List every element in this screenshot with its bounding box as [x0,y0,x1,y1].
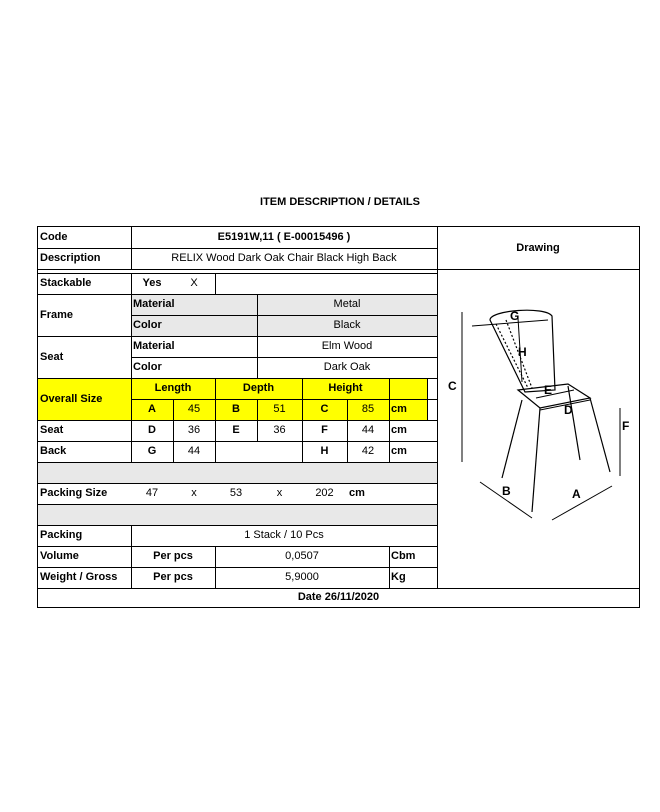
seat-label: Seat [40,350,64,363]
weight-value: 5,9000 [285,571,319,583]
stackable-value: Yes [142,277,162,289]
back-h: H [320,445,329,457]
stackable-mark: X [190,277,198,289]
volume-label: Volume [40,550,79,562]
description-value: RELIX Wood Dark Oak Chair Black High Back [171,252,397,264]
dim-label-f: F [622,419,630,433]
frame-label: Frame [40,308,74,321]
seat-e-value: 36 [273,424,286,436]
dim-label-d: D [564,403,573,417]
back-dims-label: Back [40,445,67,457]
dim-label-b: B [502,484,511,498]
weight-unit: Kg [391,571,406,583]
chair-leg-back-left [502,400,522,478]
overall-c-value: 85 [361,403,375,415]
seat-d: D [148,424,156,436]
chair-drawing [440,290,640,530]
frame-material-label: Material [133,298,175,310]
seat-material: Elm Wood [321,340,373,352]
seat-color-label: Color [133,361,162,373]
overall-b: B [232,403,240,415]
back-h-value: 42 [361,445,375,457]
seat-d-value: 36 [187,424,201,436]
height-header: Height [328,382,363,394]
seat-e: E [232,424,240,436]
volume-unit: Cbm [391,550,416,562]
length-header: Length [154,382,192,394]
packing-size-label: Packing Size [40,487,108,499]
overall-c: C [320,403,329,415]
code-label: Code [40,231,68,243]
stackable-label: Stackable [40,277,92,289]
seat-color: Dark Oak [323,361,371,373]
weight-per: Per pcs [153,571,193,583]
overall-b-value: 51 [273,403,286,415]
packing-size-unit: cm [349,487,365,499]
frame-material: Metal [333,298,361,310]
back-g: G [147,445,157,457]
seat-dims-label: Seat [40,424,64,436]
packing-value: 1 Stack / 10 Pcs [244,529,324,541]
dim-label-e: E [544,383,553,397]
page-title: ITEM DESCRIPTION / DETAILS [260,196,420,208]
overall-a: A [148,403,156,415]
seat-f: F [321,424,328,436]
depth-header: Depth [242,382,275,394]
dim-label-a: A [572,487,581,501]
packing-x-2: x [276,487,283,499]
date-footer: Date 26/11/2020 [297,591,380,603]
packing-height: 202 [315,487,334,499]
chair-leg-front-left [532,408,540,512]
seat-material-label: Material [133,340,175,352]
frame-color-label: Color [133,319,162,331]
packing-width: 47 [145,487,159,499]
overall-unit: cm [391,403,407,415]
dim-label-c: C [448,379,457,393]
packing-x-1: x [191,487,197,499]
overall-size-label: Overall Size [40,392,103,405]
packing-label: Packing [40,529,83,541]
chair-seat-outline [518,384,590,408]
volume-per: Per pcs [153,550,193,562]
volume-value: 0,0507 [285,550,319,562]
back-g-value: 44 [187,445,201,457]
dim-a-line [552,486,612,520]
spacer-row-1 [38,462,437,483]
frame-color: Black [333,319,361,331]
seat-f-value: 44 [361,424,375,436]
weight-label: Weight / Gross [40,571,118,583]
description-label: Description [40,252,101,264]
packing-depth: 53 [229,487,243,499]
code-value: E5191W,11 ( E-00015496 ) [217,231,351,243]
seat-unit: cm [391,424,407,436]
drawing-label: Drawing [516,241,560,254]
overall-a-value: 45 [187,403,201,415]
dim-label-h: H [518,345,527,359]
dim-label-g: G [510,309,520,323]
chair-leg-front-right [590,398,610,472]
back-unit: cm [391,445,407,457]
spacer-row-2 [38,504,437,525]
